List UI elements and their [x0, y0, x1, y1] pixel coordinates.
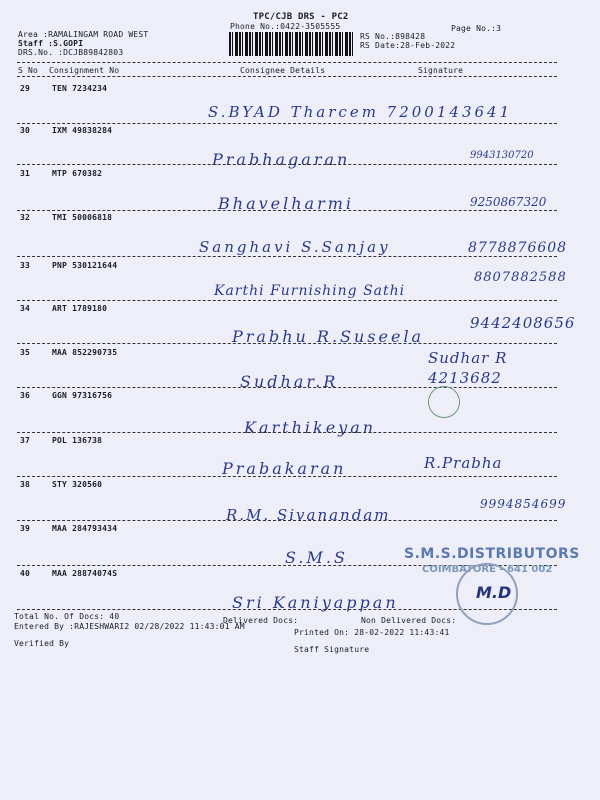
row-handwritten-details: Bhavelharmi [218, 194, 355, 213]
row-consignment: PNP 530121644 [52, 261, 118, 270]
row-consignment: GGN 97316756 [52, 391, 113, 400]
row-sno: 34 [20, 304, 31, 313]
row-handwritten-signature: 8778876608 [468, 240, 568, 256]
staff-label: Staff :S.GOPI [18, 39, 84, 48]
row-consignment: TMI 50006818 [52, 213, 113, 222]
company-stamp-city: COIMBATORE - 641 002 [422, 564, 553, 575]
row-handwritten-signature: Sudhar R 4213682 [428, 349, 508, 387]
row-handwritten-details: Sri Kaniyappan [232, 593, 399, 612]
header-rule-top [17, 62, 557, 63]
row-sno: 32 [20, 213, 31, 222]
row-handwritten-details: S.M.S [285, 548, 348, 567]
row-rule [17, 123, 557, 124]
column-sno: S No [18, 66, 39, 75]
row-consignment: MAA 28874074S [52, 569, 118, 578]
row-handwritten-details: Sanghavi S.Sanjay [199, 238, 391, 256]
row-sno: 40 [20, 569, 31, 578]
row-handwritten-signature: 9943130720 [470, 150, 534, 161]
total-docs: Total No. Of Docs: 40 [14, 612, 120, 621]
rs-number: RS No.:898428 [360, 32, 426, 41]
non-delivered-docs: Non Delivered Docs: [361, 616, 457, 625]
document-title: TPC/CJB DRS - PC2 [253, 12, 349, 22]
row-handwritten-details: Prabakaran [222, 459, 347, 478]
drs-number: DRS.No. :DCJB89842803 [18, 48, 124, 57]
row-handwritten-details: Prabhagaran [212, 150, 351, 169]
rs-date: RS Date:28-Feb-2022 [360, 41, 456, 50]
row-consignment: MAA 852290735 [52, 348, 118, 357]
row-handwritten-signature: R.Prabha [424, 454, 503, 472]
row-sno: 38 [20, 480, 31, 489]
company-stamp-name: S.M.S.DISTRIBUTORS [404, 546, 580, 562]
row-rule [17, 432, 557, 433]
row-sno: 29 [20, 84, 31, 93]
row-rule [17, 256, 557, 257]
row-handwritten-details: R.M. Sivanandam [226, 506, 391, 524]
row-consignment: MAA 284793434 [52, 524, 118, 533]
header-rule-bottom [17, 76, 557, 77]
row-consignment: ART 1789180 [52, 304, 108, 313]
verified-by: Verified By [14, 639, 70, 648]
row-consignment: STY 320560 [52, 480, 103, 489]
row-rule [17, 387, 557, 388]
row-rule [17, 164, 557, 165]
row-consignment: POL 136738 [52, 436, 103, 445]
column-signature: Signature [418, 66, 464, 75]
row-handwritten-details: Karthi Furnishing Sathi [214, 283, 406, 299]
row-consignment: IXM 49838284 [52, 126, 113, 135]
area-label: Area :RAMALINGAM ROAD WEST [18, 30, 149, 39]
row-sno: 33 [20, 261, 31, 270]
row-sno: 35 [20, 348, 31, 357]
phone-number: Phone No.:0422-3505555 [230, 22, 341, 31]
row-rule [17, 210, 557, 211]
row-sno: 37 [20, 436, 31, 445]
printed-on: Printed On: 28-02-2022 11:43:41 [294, 628, 450, 637]
round-company-seal [456, 563, 518, 625]
row-rule [17, 520, 557, 521]
row-handwritten-signature: 8807882588 [474, 270, 567, 285]
row-consignment: TEN 7234234 [52, 84, 108, 93]
row-handwritten-details: Karthikeyan [244, 418, 377, 437]
seal-initials: M.D [476, 583, 512, 602]
entered-by: Entered By :RAJESHWARI2 02/28/2022 11:43:01 AM [14, 622, 245, 631]
column-consignee-details: Consignee Details [240, 66, 326, 75]
barcode [229, 32, 353, 56]
row-handwritten-details: Sudhar.R [240, 372, 339, 391]
row-rule [17, 300, 557, 301]
row-sno: 39 [20, 524, 31, 533]
row-rule [17, 343, 557, 344]
row-handwritten-signature: 9994854699 [480, 497, 567, 511]
staff-signature-label: Staff Signature [294, 645, 370, 654]
row-handwritten-signature: 9442408656 [470, 314, 576, 332]
row-handwritten-details: Prabhu R.Suseela [232, 327, 425, 346]
round-seal-small [428, 386, 460, 418]
row-sno: 31 [20, 169, 31, 178]
row-handwritten-signature: 9250867320 [470, 195, 547, 209]
delivered-docs: Delivered Docs: [223, 616, 299, 625]
page-number: Page No.:3 [451, 24, 502, 33]
row-consignment: MTP 670382 [52, 169, 103, 178]
row-sno: 36 [20, 391, 31, 400]
column-consignment: Consignment No [49, 66, 120, 75]
row-sno: 30 [20, 126, 31, 135]
row-rule [17, 476, 557, 477]
row-handwritten-details: S.BYAD Tharcem 7200143641 [208, 103, 513, 121]
